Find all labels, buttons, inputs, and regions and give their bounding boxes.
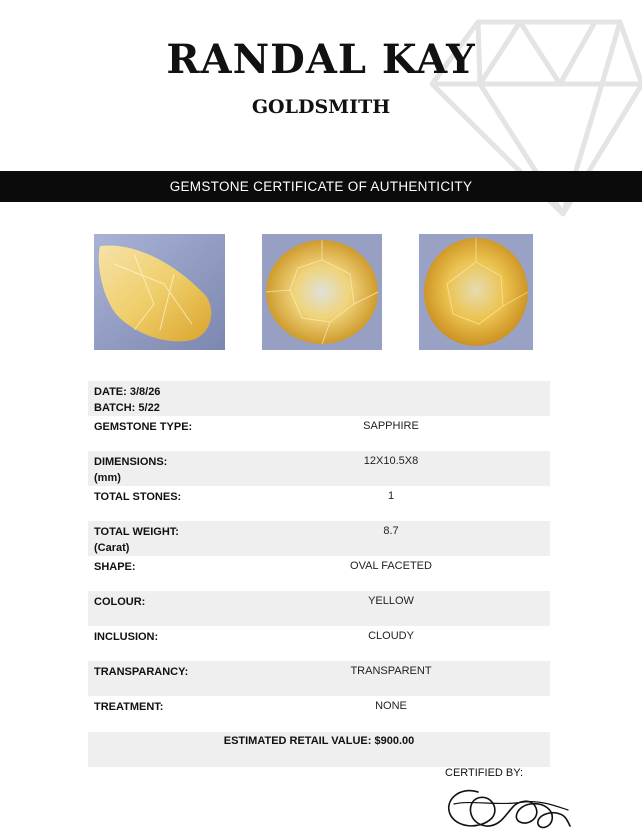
- gem-photo-angled-view: [419, 234, 533, 350]
- detail-row: [88, 556, 550, 591]
- detail-label: SHAPE:: [94, 561, 136, 573]
- detail-label: INCLUSION:: [94, 631, 159, 643]
- brand-subtitle: GOLDSMITH: [251, 96, 391, 118]
- detail-label: COLOUR:: [94, 596, 146, 608]
- detail-row: [88, 416, 550, 451]
- detail-value: 12X10.5X8: [363, 455, 419, 467]
- gem-photo-side-view: [94, 234, 225, 350]
- detail-label: GEMSTONE TYPE:: [94, 421, 193, 433]
- certificate-title-banner: GEMSTONE CERTIFICATE OF AUTHENTICITY: [0, 171, 642, 202]
- detail-value: TRANSPARENT: [350, 665, 432, 677]
- detail-value: NONE: [375, 700, 407, 712]
- detail-label: TOTAL STONES:: [94, 491, 182, 503]
- gem-photo-top-view: [262, 234, 382, 350]
- detail-value: SAPPHIRE: [363, 420, 419, 432]
- detail-value: OVAL FACETED: [350, 560, 432, 572]
- detail-value: CLOUDY: [368, 630, 414, 642]
- date-text: DATE: 3/8/26: [94, 386, 161, 398]
- detail-row: [88, 451, 550, 486]
- detail-label: DIMENSIONS:: [94, 456, 168, 468]
- detail-value: 8.7: [383, 525, 399, 537]
- batch-text: BATCH: 5/22: [94, 402, 160, 414]
- brand-name: RANDAL KAY: [166, 36, 476, 83]
- date-batch-row: [88, 381, 550, 416]
- detail-row: [88, 486, 550, 521]
- detail-row: [88, 696, 550, 731]
- detail-row: [88, 521, 550, 556]
- detail-sublabel: (mm): [94, 472, 121, 484]
- detail-sublabel: (Carat): [94, 542, 130, 554]
- detail-label: TOTAL WEIGHT:: [94, 526, 179, 538]
- detail-row: [88, 661, 550, 696]
- certified-by-label: CERTIFIED BY:: [445, 767, 524, 779]
- detail-value: 1: [387, 490, 395, 502]
- detail-label: TRANSPARANCY:: [94, 666, 189, 678]
- certificate-details-table: [88, 381, 550, 731]
- signature-icon: [440, 780, 575, 835]
- detail-value: YELLOW: [368, 595, 414, 607]
- detail-row: [88, 591, 550, 626]
- detail-label: TREATMENT:: [94, 701, 164, 713]
- detail-row: [88, 626, 550, 661]
- estimated-retail-value: ESTIMATED RETAIL VALUE: $900.00: [88, 732, 550, 767]
